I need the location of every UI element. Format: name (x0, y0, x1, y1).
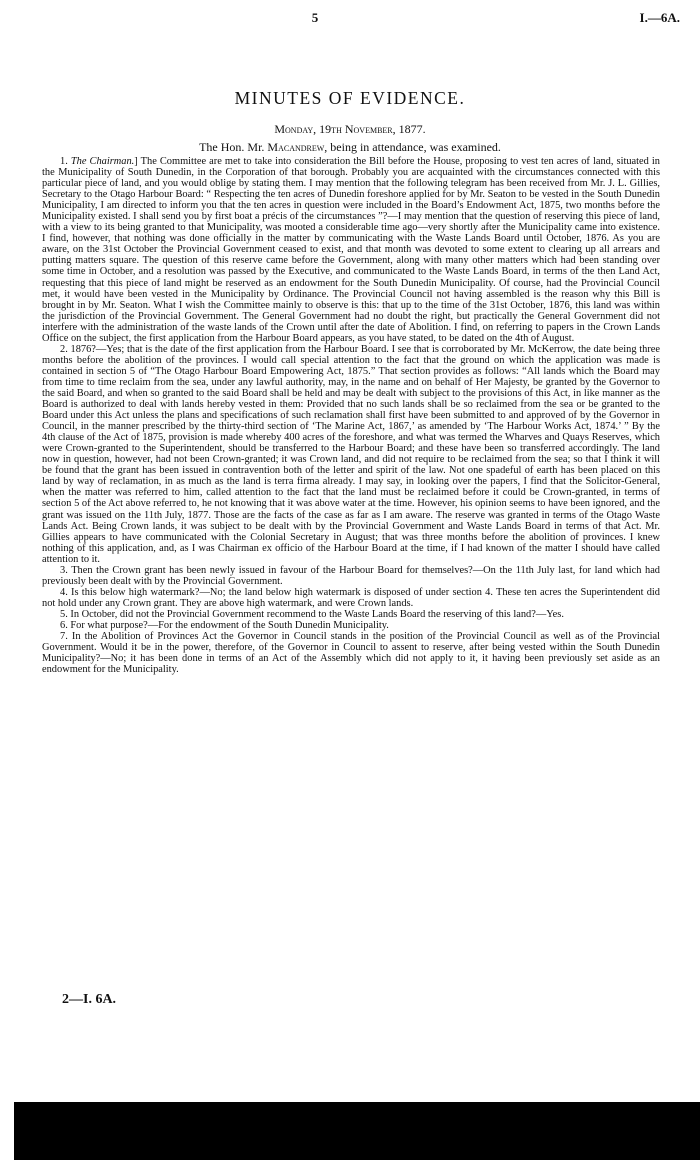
paragraph-text: Is this below high watermark?—No; the land below high watermark is disposed of under section 4. These ten acres the Superintendent did not hold under any Crown grant. They are above high watermark, and were Crown lands. (42, 586, 660, 609)
paragraph-text: For what purpose?—For the endowment of the South Dunedin Municipality. (70, 619, 389, 631)
paragraph-text: ] The Committee are met to take into consideration the Bill before the House, proposing to vest ten acres of land, situated in the Municipality of South Dunedin, in the Corporation of that borough. Probably you are acquainted with the circumstances connected with this particular piece of land, and you would oblige by stating them. I may mention that the following telegram has been received from Mr. J. L. Gillies, Secretary to the Otago Harbour Board: “ Respecting the ten acres of Dunedin foreshore applied for by Mr. Seaton to be vested in the South Dunedin Municipality, I am directed to inform you that the ten acres in question were included in the Board’s Endowment Act, 1875, two months before the Municipality existed. I shall send you by first boat a précis of the circumstances ”?—I may mention that the question of reserving this piece of land, with a view to its being granted to that Municipality, was mooted a considerable time ago—very shortly after the Municipality came into existence. I find, however, that nothing was done officially in the matter by communicating with the Waste Lands Board until October, 1876. As you are aware, on the 31st October the Provincial Government ceased to exist, and that month was devoted to some extent to clearing up all arrears and putting matters square. The question of this reserve came before the Government, along with many other matters which had been standing over some time in October, and a resolution was passed by the Executive, and communicated to the Waste Lands Board, in terms of the then Land Act, requesting that this piece of land might be reserved as an endowment for the South Dunedin Municipality. Of course, had the Provincial Council met, it would have been vested in the Municipality by Ordinance. The Provincial Council not having assembled is the reason why this Bill is brought in by Mr. Seaton. What I wish the Committee mainly to observe is this: that up to the time of the 31st October, 1876, this land was within the jurisdiction of the Provincial Government. The General Government had no doubt the right, but practically the General Government did not interfere with the administration of the waste lands of the Crown until after the date of Abolition. I find, on referring to papers in the Crown Lands Office on the subject, the first application from the Harbour Board appears, as you have stated, to be dated on the 4th of August. (42, 156, 661, 344)
paragraph-text: 1876?—Yes; that is the date of the first application from the Harbour Board. I see that is corroborated by Mr. McKerrow, the date being three months before the abolition of the provinces. I would call special attention to the fact that the ground on which the application was made is contained in section 5 of “The Otago Harbour Board Empowering Act, 1875.” That section provides as follows: “All lands which the Board may from time to time reclaim from the sea, under any lawful authority, may, in the name and on behalf of Her Majesty, be granted by the Governor to the said Board, and when so granted to the said Board shall be held and may be dealt with subject to the provisions of this Act, in like manner as the Board is authorized to deal with lands hereby vested in them: Provided that no such lands shall be so reclaimed from the sea or be granted to the Board under this Act unless the plans and specifications of such reclamation shall first have been submitted to and approved of by the Governor in Council, in the manner prescribed by the thirty-third section of ‘The Marine Act, 1867,’ as amended by ‘The Harbour Works Act, 1874.’ ” By the 4th clause of the Act of 1875, provision is made whereby 400 acres of the foreshore, and what was termed the Wharves and Quays Reserves, which were Crown-granted to the Superintendent, should be transferred to the Harbour Board; and these have been so transferred accordingly. The land now in question, however, had not been Crown-granted; it was Crown land, and did not require to be reclaimed from the sea; so that I think it will be found that the grant has been issued in contravention both of the letter and spirit of the law. Not one spadeful of earth has been placed on this land by way of reclamation, in as much as the land is terra firma already. I may say, in looking over the papers, I find that the Solicitor-General, when the matter was referred to him, called attention to the fact that the land must be reclaimed before it could be Crown-granted, in terms of section 5 of the Act above referred to, he not knowing that it was above water at the time. However, his opinion seems to have been ignored, and the grant was issued on the 11th July, 1877. Those are the facts of the case as far as I am aware. The reserve was granted in terms of the Otago Waste Lands Act. Being Crown lands, it was subject to be dealt with by the Provincial Government and Waste Lands Board in terms of that Act. Mr. Gillies appears to have communicated with the Colonial Secretary in August; that was three months before the abolition of provinces. I knew nothing of this application, and, as I was Chairman ex officio of the Harbour Board at the time, if I had known of the matter I should have called attention to it. (42, 343, 661, 565)
signature-reference: 2—I. 6A. (62, 992, 117, 1007)
page-number: 5 (311, 10, 319, 25)
attendance-prefix: The Hon. Mr. (199, 140, 268, 154)
attendance-line (0, 140, 700, 155)
witness-name: Macandrew (267, 140, 325, 154)
evidence-paragraph-2 (42, 344, 660, 565)
paragraph-text: In the Abolition of Provinces Act the Governor in Council stands in the position of the Provincial Council as well as of the Provincial Government. Would it be in the power, therefore, of the Governor in Council to assent to reserve, after being vested within the South Dunedin Municipality?—No; it has been done in terms of an Act of the Assembly which did not apply to it, it having been previously set aside as an endowment for the Municipality. (42, 631, 660, 676)
scan-border-band (14, 1102, 700, 1160)
evidence-body (42, 156, 660, 675)
evidence-paragraph-6 (42, 620, 660, 631)
question-number: 2. (60, 343, 71, 355)
evidence-paragraph-3 (42, 565, 660, 587)
dateline: Monday, 19th November, 1877. (274, 122, 426, 136)
page-reference: I.—6A. (639, 10, 680, 25)
question-number: 5. (60, 608, 71, 620)
question-number: 1. (60, 156, 71, 167)
paragraph-text: Then the Crown grant has been newly issued in favour of the Harbour Board for themselves?—On the 11th July last, for land which had previously been dealt with by the Provincial Government. (42, 564, 661, 587)
question-number: 6. (60, 619, 71, 631)
evidence-paragraph-1 (42, 156, 660, 344)
question-number: 3. (60, 564, 72, 576)
attendance-suffix: , being in attendance, was examined. (324, 140, 501, 154)
question-number: 7. (60, 631, 72, 643)
document-title: MINUTES OF EVIDENCE. (234, 88, 466, 108)
evidence-paragraph-7 (42, 631, 660, 675)
evidence-paragraph-4 (42, 587, 660, 609)
question-number: 4. (60, 586, 72, 598)
evidence-paragraph-5 (42, 609, 660, 620)
paragraph-text: In October, did not the Provincial Government recommend to the Waste Lands Board the reserving of this land?—Yes. (70, 608, 564, 620)
speaker-name: The Chairman. (70, 156, 135, 167)
